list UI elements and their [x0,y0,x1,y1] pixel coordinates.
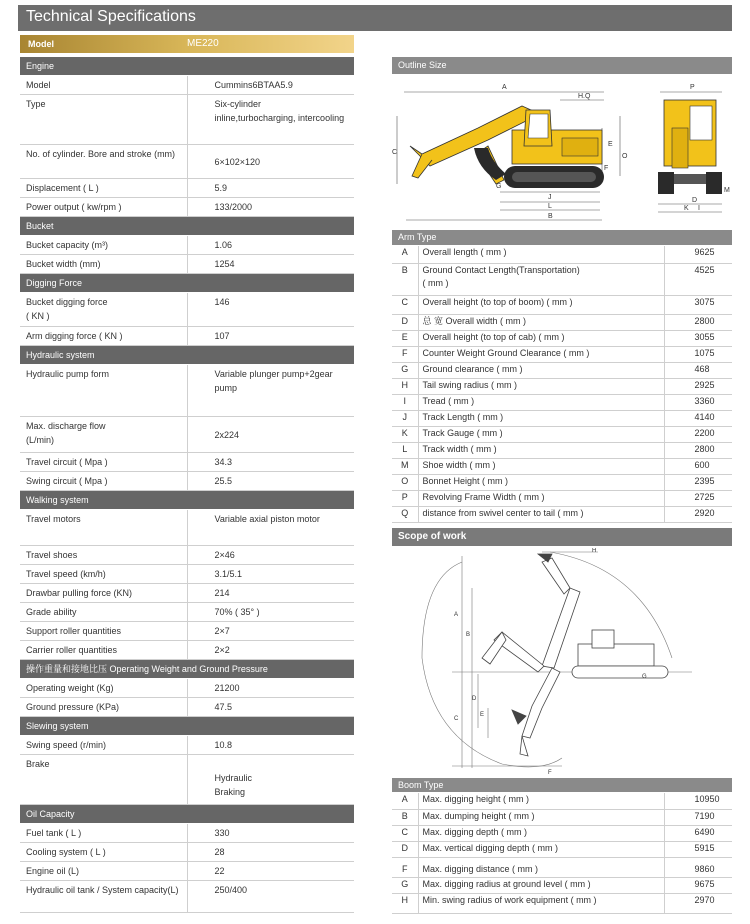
spec-value: 6×102×120 [187,145,354,179]
spec-value: 250/400 [187,881,354,913]
dimension-row [392,506,732,522]
dimension-value: 2725 [664,490,732,506]
dimension-row [392,893,732,913]
spec-label: Type [20,95,187,145]
spec-row [20,293,354,327]
dim-letter-o: O [622,153,628,160]
spec-value: 10.8 [187,736,354,755]
spec-label: Travel speed (km/h) [20,565,187,584]
dimension-row [392,490,732,506]
spec-label: Fuel tank ( L ) [20,824,187,843]
model-label: Model [28,39,54,49]
section-title: Hydraulic system [20,346,354,365]
scope-letter-b: B [466,632,471,638]
dimension-row [392,793,732,809]
spec-value: 330 [187,824,354,843]
excavator-body [572,630,668,678]
dimension-letter: A [392,246,418,263]
dimension-value: 4525 [664,263,732,295]
dimension-row [392,314,732,330]
dim-letter-p: P [690,84,695,91]
dimension-value: 3055 [664,330,732,346]
section-title: Walking system [20,491,354,510]
spec-label: Swing circuit ( Mpa ) [20,472,187,491]
section-header [20,717,354,736]
spec-value: 22 [187,862,354,881]
excavator-side-view [397,92,620,220]
section-title: Oil Capacity [20,805,354,824]
dimension-value: 4140 [664,410,732,426]
dimension-value: 5915 [664,841,732,857]
dimension-letter: Q [392,506,418,522]
dimension-description: Revolving Frame Width ( mm ) [418,490,664,506]
spec-row [20,622,354,641]
spec-label: Hydraulic pump form [20,365,187,417]
outline-size-diagram [392,76,732,228]
spec-value: 133/2000 [187,198,354,217]
spec-label: Engine oil (L) [20,862,187,881]
section-header [20,274,354,293]
section-header [20,217,354,236]
spec-value: 1254 [187,255,354,274]
spec-value: Cummins6BTAA5.9 [187,76,354,95]
dimension-description: Shoe width ( mm ) [418,458,664,474]
spec-row [20,510,354,546]
spec-label: Travel circuit ( Mpa ) [20,453,187,472]
dim-letter-g: G [496,183,502,190]
dim-letter-k: K [684,205,689,212]
spec-value: 5.9 [187,179,354,198]
spec-row [20,824,354,843]
dimension-value: 2800 [664,314,732,330]
dimension-row [392,362,732,378]
section-header [20,491,354,510]
scope-letter-d: D [472,696,477,702]
boom-arm-positions [482,554,580,756]
dimension-letter: B [392,263,418,295]
dimension-description: distance from swivel center to tail ( mm ) [418,506,664,522]
spec-row [20,327,354,346]
dimension-description: Overall length ( mm ) [418,246,664,263]
spec-label: Carrier roller quantities [20,641,187,660]
dimension-description: Ground Contact Length(Transportation) ( mm ) [418,263,664,295]
dimension-row [392,295,732,314]
section-title: Bucket [20,217,354,236]
spec-row [20,736,354,755]
dimension-letter: P [392,490,418,506]
dimension-description: Overall height (to top of boom) ( mm ) [418,295,664,314]
dimension-letter: M [392,458,418,474]
page-title-bar [18,5,732,31]
dimension-letter: L [392,442,418,458]
spec-label: Displacement ( L ) [20,179,187,198]
spec-label: Travel shoes [20,546,187,565]
spec-value: 2×2 [187,641,354,660]
section-header [20,57,354,76]
scope-letter-f: F [548,770,552,776]
spec-value: 107 [187,327,354,346]
dim-letter-hq: H.Q [578,93,591,100]
spec-value: 146 [187,293,354,327]
spec-row [20,365,354,417]
spec-label: Cooling system ( L ) [20,843,187,862]
spec-value: 70% ( 35° ) [187,603,354,622]
spec-label: Hydraulic oil tank / System capacity(L) [20,881,187,913]
outline-size-header [392,57,732,74]
outline-size-title: Outline Size [398,60,447,70]
spec-row [20,472,354,491]
dimension-description: Ground clearance ( mm ) [418,362,664,378]
dimension-row [392,458,732,474]
dim-letter-m: M [724,187,730,194]
dimension-letter: D [392,841,418,857]
spec-row [20,862,354,881]
spec-value: Variable axial piston motor [187,510,354,546]
boom-type-table [392,793,732,914]
spec-label: Ground pressure (KPa) [20,698,187,717]
dimension-value: 2395 [664,474,732,490]
section-title: Digging Force [20,274,354,293]
spec-row [20,76,354,95]
dimension-letter: J [392,410,418,426]
dimension-description: Track width ( mm ) [418,442,664,458]
spec-table [20,57,354,913]
spec-row [20,584,354,603]
spec-row [20,565,354,584]
spec-label: Model [20,76,187,95]
spec-label: Max. discharge flow (L/min) [20,417,187,453]
dimension-description: Bonnet Height ( mm ) [418,474,664,490]
spec-label: Grade ability [20,603,187,622]
spec-row [20,198,354,217]
dimension-letter: C [392,295,418,314]
spec-row [20,145,354,179]
spec-label: Operating weight (Kg) [20,679,187,698]
dimension-value: 7190 [664,809,732,825]
dimension-letter: H [392,893,418,913]
dimension-letter: K [392,426,418,442]
dimension-row [392,442,732,458]
page-title: Technical Specifications [26,8,196,25]
spec-value: 34.3 [187,453,354,472]
spec-row [20,881,354,913]
dimension-value: 3360 [664,394,732,410]
spec-label: Arm digging force ( KN ) [20,327,187,346]
dimension-letter: E [392,330,418,346]
dimension-value: 9675 [664,877,732,893]
boom-type-header [392,778,732,792]
dimension-value: 2920 [664,506,732,522]
dimension-letter: D [392,314,418,330]
spec-value: Hydraulic Braking [187,755,354,805]
dimension-row [392,809,732,825]
dimension-letter: B [392,809,418,825]
scope-letter-a: A [454,612,459,618]
dimension-description: Tail swing radius ( mm ) [418,378,664,394]
dimension-description: Overall height (to top of cab) ( mm ) [418,330,664,346]
dim-letter-l: L [548,203,552,210]
dim-letter-e: E [608,141,613,148]
dim-letter-b: B [548,213,553,220]
spec-value: 3.1/5.1 [187,565,354,584]
dimension-value: 9625 [664,246,732,263]
dimension-value: 2200 [664,426,732,442]
spec-row [20,843,354,862]
dimension-description: Max. digging radius at ground level ( mm ) [418,877,664,893]
dimension-description: Max. digging height ( mm ) [418,793,664,809]
spec-value: 21200 [187,679,354,698]
spec-value: 2x224 [187,417,354,453]
spec-label: Bucket capacity (m³) [20,236,187,255]
dimension-description: Counter Weight Ground Clearance ( mm ) [418,346,664,362]
dim-letter-f: F [604,165,609,172]
dimension-letter: A [392,793,418,809]
spec-row [20,546,354,565]
dimension-value: 468 [664,362,732,378]
dimension-row [392,330,732,346]
dimension-row [392,246,732,263]
spec-row [20,603,354,622]
spec-value: 2×7 [187,622,354,641]
spec-row [20,255,354,274]
spec-row [20,95,354,145]
spec-value: 2×46 [187,546,354,565]
dimension-row [392,378,732,394]
spec-value: 47.5 [187,698,354,717]
dimension-letter: I [392,394,418,410]
spec-value: 25.5 [187,472,354,491]
spec-label: Power output ( kw/rpm ) [20,198,187,217]
spec-row [20,755,354,805]
scope-of-work-diagram [392,548,732,776]
excavator-rear-view [658,92,722,212]
spec-label: No. of cylinder. Bore and stroke (mm) [20,145,187,179]
scope-of-work-title: Scope of work [398,531,467,542]
spec-label: Travel motors [20,510,187,546]
dimension-description: 总 宽 Overall width ( mm ) [418,314,664,330]
arm-type-title: Arm Type [398,232,437,242]
dimension-row [392,410,732,426]
dimension-description: Max. digging distance ( mm ) [418,857,664,877]
dimension-value: 9860 [664,857,732,877]
spec-value: 28 [187,843,354,862]
spec-value: 214 [187,584,354,603]
dimension-row [392,825,732,841]
spec-label: Bucket width (mm) [20,255,187,274]
model-bar [20,35,354,53]
model-value: ME220 [187,38,219,49]
dim-letter-i: I [698,205,700,212]
dimension-row [392,857,732,877]
dimension-row [392,394,732,410]
dimension-value: 10950 [664,793,732,809]
dimension-letter: G [392,362,418,378]
spec-label: Brake [20,755,187,805]
dimension-value: 2925 [664,378,732,394]
arm-type-table [392,246,732,523]
dimension-row [392,877,732,893]
spec-row [20,236,354,255]
dim-letter-j: J [548,194,552,201]
scope-of-work-header [392,528,732,546]
spec-row [20,679,354,698]
boom-type-title: Boom Type [398,780,444,790]
dimension-value: 6490 [664,825,732,841]
section-header [20,346,354,365]
dimension-row [392,841,732,857]
dimension-value: 600 [664,458,732,474]
spec-label: Bucket digging force ( KN ) [20,293,187,327]
spec-row [20,698,354,717]
spec-value: 1.06 [187,236,354,255]
dimension-description: Max. dumping height ( mm ) [418,809,664,825]
dimension-value: 2800 [664,442,732,458]
dimension-letter: O [392,474,418,490]
dimension-description: Max. vertical digging depth ( mm ) [418,841,664,857]
dimension-value: 1075 [664,346,732,362]
dimension-value: 3075 [664,295,732,314]
section-header [20,805,354,824]
dimension-row [392,426,732,442]
dimension-letter: C [392,825,418,841]
section-header [20,660,354,679]
spec-value: Variable plunger pump+2gear pump [187,365,354,417]
spec-label: Swing speed (r/min) [20,736,187,755]
dimension-description: Min. swing radius of work equipment ( mm ) [418,893,664,913]
dimension-description: Max. digging depth ( mm ) [418,825,664,841]
dimension-letter: F [392,346,418,362]
section-title: Slewing system [20,717,354,736]
section-title: 操作重量和接地比压 Operating Weight and Ground Pressure [20,660,354,679]
dim-letter-a: A [502,84,507,91]
spec-row [20,417,354,453]
dimension-description: Track Gauge ( mm ) [418,426,664,442]
dimension-description: Tread ( mm ) [418,394,664,410]
dimension-row [392,263,732,295]
dimension-letter: G [392,877,418,893]
dimension-row [392,346,732,362]
spec-row [20,179,354,198]
spec-row [20,641,354,660]
scope-letter-c: C [454,716,459,722]
scope-letter-h: H [592,548,597,554]
dimension-value: 2970 [664,893,732,913]
dimension-description: Track Length ( mm ) [418,410,664,426]
spec-label: Drawbar pulling force (KN) [20,584,187,603]
scope-letter-e: E [480,712,485,718]
dimension-letter: H [392,378,418,394]
dimension-row [392,474,732,490]
spec-row [20,453,354,472]
dim-letter-d: D [692,197,698,204]
spec-label: Support roller quantities [20,622,187,641]
section-title: Engine [20,57,354,76]
scope-letter-g: G [642,674,647,680]
dimension-letter: F [392,857,418,877]
dim-letter-c: C [392,149,398,156]
arm-type-header [392,230,732,245]
spec-value: Six-cylinder inline,turbocharging, intercooling [187,95,354,145]
